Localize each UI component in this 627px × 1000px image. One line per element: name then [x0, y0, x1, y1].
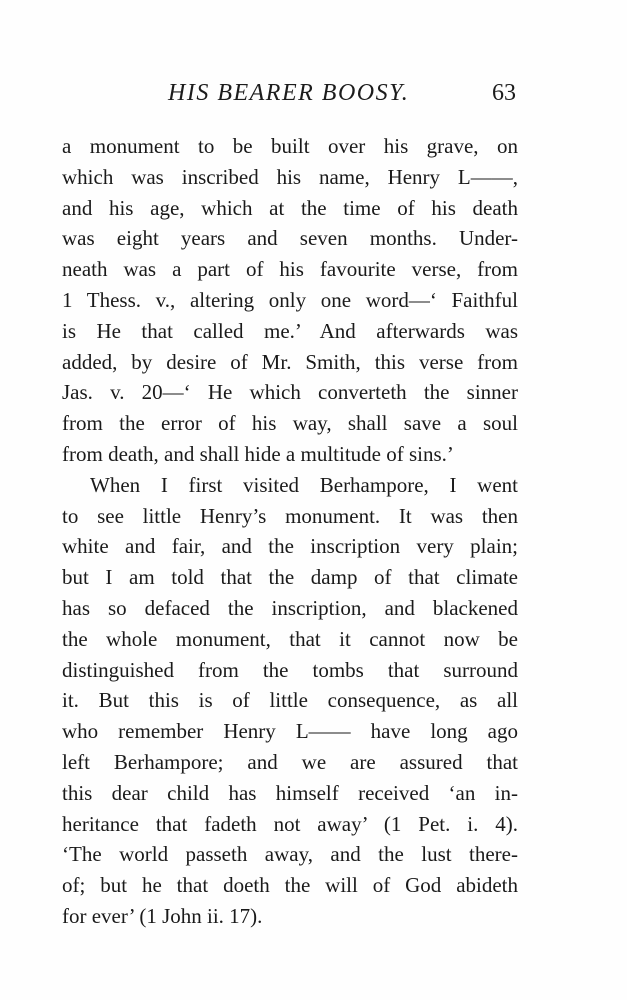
text-line: which was inscribed his name, Henry L——,	[62, 164, 518, 189]
text-line: has so defaced the inscription, and blackened	[62, 595, 518, 620]
text-line: for ever’ (1 John ii. 17).	[62, 903, 263, 928]
body-text	[62, 131, 518, 932]
text-line: from the error of his way, shall save a soul	[62, 411, 518, 436]
running-head	[60, 80, 516, 110]
text-line: neath was a part of his favourite verse, from	[62, 257, 518, 282]
text-line: Jas. v. 20—‘ He which converteth the sinner	[62, 380, 518, 405]
text-line: When I first visited Berhampore, I went	[90, 472, 518, 497]
text-line: is He that called me.’ And afterwards was	[62, 318, 518, 343]
text-line: who remember Henry L—— have long ago	[62, 719, 518, 744]
text-line: it. But this is of little consequence, as all	[62, 688, 518, 713]
running-title: HIS BEARER BOOSY.	[168, 80, 410, 106]
text-line: was eight years and seven months. Under-	[62, 226, 518, 251]
text-line: but I am told that the damp of that climate	[62, 565, 518, 590]
paragraph-2	[62, 470, 518, 932]
text-line: this dear child has himself received ‘an in-	[62, 780, 518, 805]
text-line: of; but he that doeth the will of God abideth	[62, 873, 518, 898]
paragraph-1	[62, 131, 518, 470]
text-line: white and fair, and the inscription very plain;	[62, 534, 518, 559]
text-line: heritance that fadeth not away’ (1 Pet. i. 4).	[62, 811, 518, 836]
text-line: a monument to be built over his grave, on	[62, 134, 518, 158]
text-line: and his age, which at the time of his death	[62, 195, 518, 220]
text-line: from death, and shall hide a multitude of sins.’	[62, 441, 454, 466]
text-line: ‘The world passeth away, and the lust there-	[62, 842, 518, 867]
text-line: 1 Thess. v., altering only one word—‘ Faithful	[62, 287, 518, 312]
text-line: left Berhampore; and we are assured that	[62, 749, 518, 774]
text-line: the whole monument, that it cannot now be	[62, 626, 518, 651]
page-number: 63	[492, 80, 516, 106]
text-line: distinguished from the tombs that surround	[62, 657, 518, 682]
text-line: added, by desire of Mr. Smith, this verse from	[62, 349, 518, 374]
text-line: to see little Henry’s monument. It was then	[62, 503, 518, 528]
